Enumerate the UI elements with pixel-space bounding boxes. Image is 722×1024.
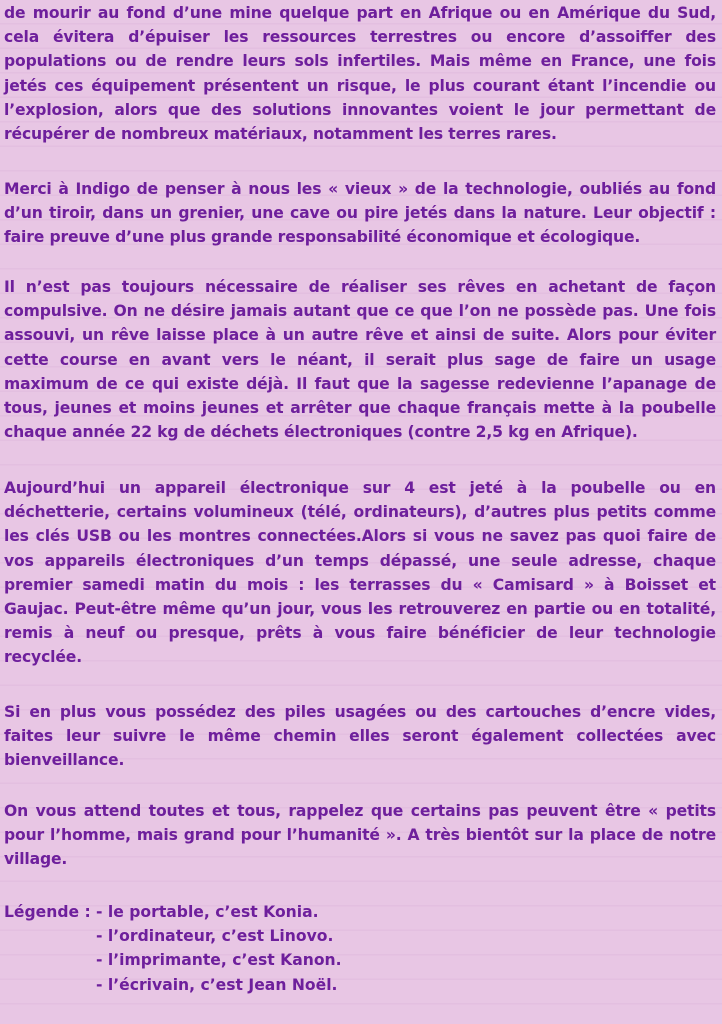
legend-row	[4, 924, 716, 948]
legend-label: Légende :	[4, 903, 91, 921]
paragraph-6: On vous attend toutes et tous, rappelez que certains pas peuvent être « petits pour l’homme, mais grand pour l’humanité ». A très bientôt sur la place de notre village.	[4, 802, 716, 869]
paragraph-2: Merci à Indigo de penser à nous les « vieux » de la technologie, oubliés au fond d’un tiroir, dans un grenier, une cave ou pire jetés dans la nature. Leur objectif : faire preuve d’une plus grande responsabilité économique et écologique.	[4, 180, 716, 247]
legend-item-computer: - l’ordinateur, c’est Linovo.	[96, 927, 334, 946]
legend-row	[4, 973, 716, 997]
paragraph-4: Aujourd’hui un appareil électronique sur 4 est jeté à la poubelle ou en déchetterie, certains volumineux (télé, ordinateurs), d’autres plus petits comme les clés USB ou les montres connectées.Alors si vous ne savez pas quoi faire de vos appareils électroniques d’un temps dépassé, une seule adresse, chaque premier samedi matin du mois : les terrasses du « Camisard » à Boisset et Gaujac. Peut-être même qu’un jour, vous les retrouverez en partie ou en totalité, remis à neuf ou presque, prêts à vous faire bénéficier de leur technologie recyclée.	[4, 479, 716, 667]
legend-item-printer: - l’imprimante, c’est Kanon.	[96, 951, 342, 970]
legend	[4, 900, 716, 997]
paragraph-3: Il n’est pas toujours nécessaire de réaliser ses rêves en achetant de façon compulsive. On ne désire jamais autant que ce que l’on ne possède pas. Une fois assouvi, un rêve laisse place à un autre rêve et ainsi de suite. Alors pour éviter cette course en avant vers le néant, il serait plus sage de faire un usage maximum de ce qui existe déjà. Il faut que la sagesse redevienne l’apanage de tous, jeunes et moins jeunes et arrêter que chaque français mette à la poubelle chaque année 22 kg de déchets électroniques (contre 2,5 kg en Afrique).	[4, 278, 716, 442]
paragraph-1: de mourir au fond d’une mine quelque part en Afrique ou en Amérique du Sud, cela évitera d’épuiser les ressources terrestres ou encore d’assoiffer des populations ou de rendre leurs sols infertiles. Mais même en France, une fois jetés ces équipement présentent un risque, le plus courant étant l’incendie ou l’explosion, alors que des solutions innovantes voient le jour permettant de récupérer de nombreux matériaux, notamment les terres rares.	[4, 4, 716, 144]
legend-row	[4, 900, 716, 924]
legend-item-phone: - le portable, c’est Konia.	[96, 903, 319, 921]
legend-item-writer: - l’écrivain, c’est Jean Noël.	[96, 975, 338, 994]
paragraph-5: Si en plus vous possédez des piles usagées ou des cartouches d’encre vides, faites leur suivre le même chemin elles seront également collectées avec bienveillance.	[4, 703, 716, 770]
legend-row	[4, 948, 716, 972]
